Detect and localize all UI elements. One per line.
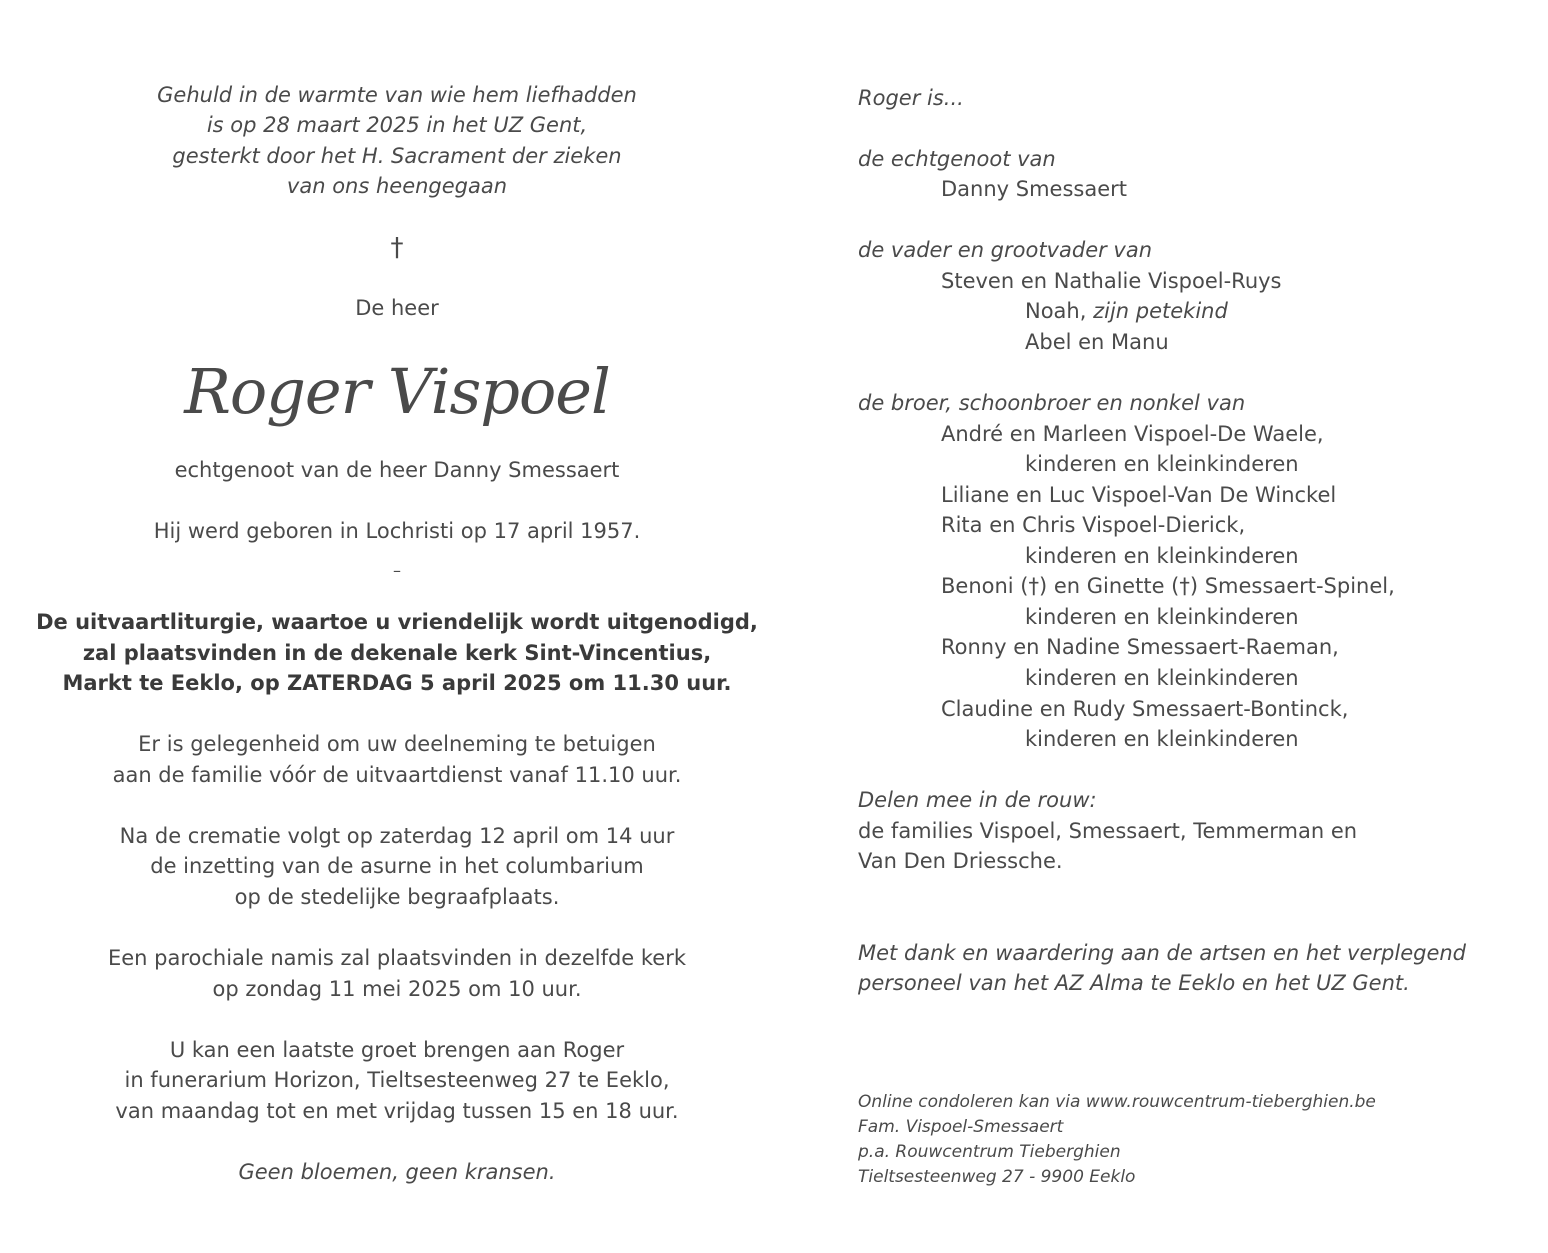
- mass-line: Een parochiale namis zal plaatsvinden in dezelfde kerk: [107, 946, 687, 970]
- intro-line: van ons heengegaan: [286, 174, 508, 198]
- visit-line: van maandag tot en met vrijdag tussen 15 en 18 uur.: [115, 1099, 679, 1123]
- honorific: De heer: [355, 296, 439, 320]
- funeral-line: Markt te Eeklo, op ZATERDAG 5 april 2025 om 11.30 uur.: [62, 671, 732, 695]
- closing-line: Geen bloemen, geen kransen.: [238, 1160, 556, 1184]
- sibling-label: de broer, schoonbroer en nonkel van: [858, 391, 1246, 415]
- intro-line: Gehuld in de warmte van wie hem liefhadden: [157, 83, 637, 107]
- condolence-line: aan de familie vóór de uitvaartdienst vanaf 11.10 uur.: [112, 763, 682, 787]
- children-line: Steven en Nathalie Vispoel-Ruys: [941, 269, 1282, 293]
- spouse-label: de echtgenoot van: [858, 147, 1056, 171]
- cremation-line: de inzetting van de asurne in het columbarium: [150, 854, 644, 878]
- spouse-line: echtgenoot van de heer Danny Smessaert: [174, 458, 620, 482]
- thanks-line: personeel van het AZ Alma te Eeklo en het UZ Gent.: [858, 971, 1410, 995]
- footer-line: Fam. Vispoel-Smessaert: [858, 1117, 1064, 1137]
- cross-icon: †: [390, 233, 404, 263]
- intro-line: is op 28 maart 2025 in het UZ Gent,: [206, 113, 588, 137]
- grandchild-note: zijn petekind: [1093, 299, 1228, 323]
- spouse-name: Danny Smessaert: [941, 177, 1128, 201]
- birth-line: Hij werd geboren in Lochristi op 17 april 1957.: [153, 519, 641, 543]
- intro-line: gesterkt door het H. Sacrament der zieken: [172, 144, 622, 168]
- mourn-label: Delen mee in de rouw:: [858, 788, 1097, 812]
- footer-line: p.a. Rouwcentrum Tieberghien: [858, 1142, 1121, 1162]
- grandchild-line: [1025, 296, 1228, 326]
- funeral-line: zal plaatsvinden in de dekenale kerk Sint-Vincentius,: [82, 641, 712, 665]
- grandchild-name: Noah,: [1025, 299, 1094, 323]
- sibling-line: Rita en Chris Vispoel-Dierick,: [941, 513, 1246, 537]
- mass-line: op zondag 11 mei 2025 om 10 uur.: [212, 977, 582, 1001]
- mourn-families-line: de families Vispoel, Smessaert, Temmerman en: [858, 819, 1358, 843]
- footer-line: Tieltsesteenweg 27 - 9900 Eeklo: [858, 1167, 1136, 1187]
- visit-line: U kan een laatste groet brengen aan Roger: [169, 1038, 625, 1062]
- father-label: de vader en grootvader van: [858, 238, 1153, 262]
- mourn-families-line: Van Den Driessche.: [858, 849, 1063, 873]
- cremation-line: Na de crematie volgt op zaterdag 12 april om 14 uur: [119, 824, 675, 848]
- separator: –: [393, 561, 401, 580]
- footer-line: Online condoleren kan via www.rouwcentrum-tieberghien.be: [858, 1092, 1376, 1112]
- grandchild-line: Abel en Manu: [1025, 330, 1169, 354]
- sibling-line: Benoni (†) en Ginette (†) Smessaert-Spinel,: [941, 574, 1395, 598]
- cremation-line: op de stedelijke begraafplaats.: [234, 885, 560, 909]
- funeral-line: De uitvaartliturgie, waartoe u vriendelijk wordt uitgenodigd,: [36, 610, 758, 634]
- deceased-name: Roger Vispoel: [184, 355, 610, 428]
- sibling-line: André en Marleen Vispoel-De Waele,: [941, 422, 1324, 446]
- sibling-line: Claudine en Rudy Smessaert-Bontinck,: [941, 697, 1349, 721]
- thanks-line: Met dank en waardering aan de artsen en het verplegend: [858, 941, 1467, 965]
- sibling-sub-line: kinderen en kleinkinderen: [1025, 605, 1299, 629]
- sibling-line: Liliane en Luc Vispoel-Van De Winckel: [941, 483, 1337, 507]
- sibling-sub-line: kinderen en kleinkinderen: [1025, 544, 1299, 568]
- right-heading: Roger is...: [858, 86, 964, 110]
- condolence-line: Er is gelegenheid om uw deelneming te betuigen: [138, 732, 656, 756]
- sibling-sub-line: kinderen en kleinkinderen: [1025, 452, 1299, 476]
- visit-line: in funerarium Horizon, Tieltsesteenweg 27 te Eeklo,: [124, 1068, 670, 1092]
- sibling-line: Ronny en Nadine Smessaert-Raeman,: [941, 635, 1339, 659]
- sibling-sub-line: kinderen en kleinkinderen: [1025, 666, 1299, 690]
- sibling-sub-line: kinderen en kleinkinderen: [1025, 727, 1299, 751]
